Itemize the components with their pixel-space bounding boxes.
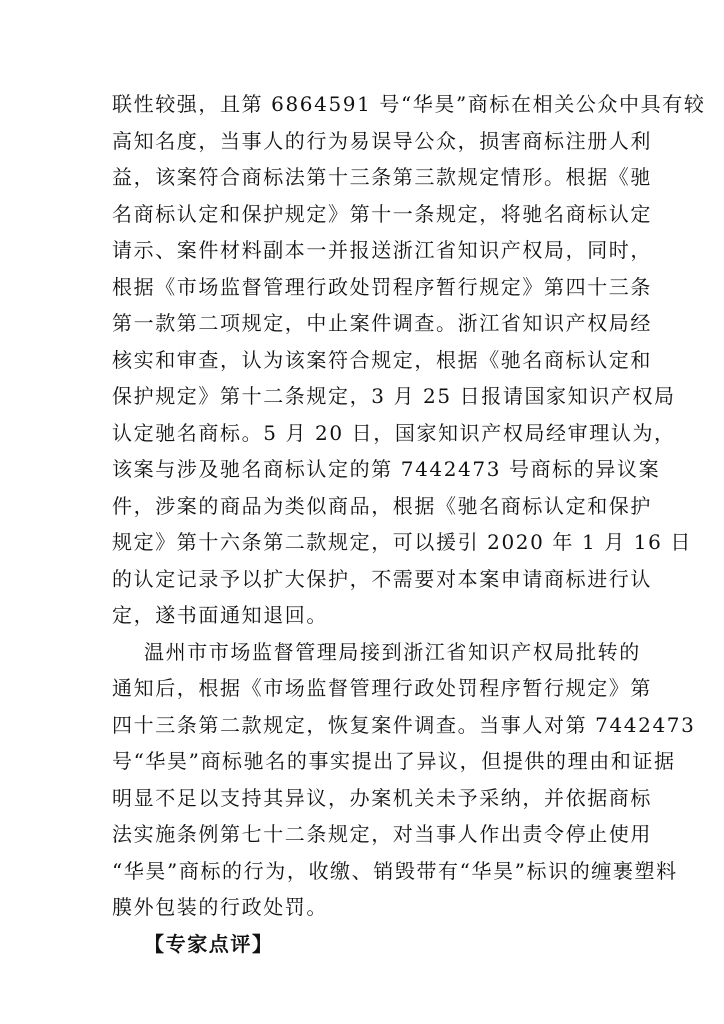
paragraph-line: 四十三条第二款规定，恢复案件调查。当事人对第 7442473 [112,712,696,737]
paragraph-line: 第一款第二项规定，中止案件调查。浙江省知识产权局经 [112,311,652,335]
paragraph-line: 膜外包装的行政处罚。 [112,895,328,919]
paragraph-line: 核实和审查，认为该案符合规定，根据《驰名商标认定和 [112,347,652,372]
paragraph-line: 通知后，根据《市场监督管理行政处罚程序暂行规定》第 [112,676,652,700]
section-heading: 【专家点评】 [144,931,274,956]
paragraph-2 [112,634,696,926]
paragraph-line: 的认定记录予以扩大保护，不需要对本案申请商标进行认 [112,566,652,591]
paragraph-line: 高知名度，当事人的行为易误导公众，损害商标注册人利 [112,128,652,153]
paragraph-line: 该案与涉及驰名商标认定的第 7442473 号商标的异议案 [112,457,661,481]
document-body [112,86,706,962]
paragraph-line: 根据《市场监督管理行政处罚程序暂行规定》第四十三条 [112,274,652,299]
paragraph-line: “华昊”商标的行为，收缴、销毁带有“华昊”标识的缠裹塑料 [112,858,678,883]
paragraph-1 [112,86,706,634]
paragraph-line: 联性较强，且第 6864591 号“华昊”商标在相关公众中具有较 [112,92,706,116]
paragraph-line: 益，该案符合商标法第十三条第三款规定情形。根据《驰 [112,165,652,189]
paragraph-line: 件，涉案的商品为类似商品，根据《驰名商标认定和保护 [112,493,652,518]
paragraph-line: 认定驰名商标。5 月 20 日，国家知识产权局经审理认为， [112,420,676,445]
paragraph-line: 保护规定》第十二条规定，3 月 25 日报请国家知识产权局 [112,384,676,408]
paragraph-line: 规定》第十六条第二款规定，可以援引 2020 年 1 月 16 日 [112,530,693,554]
paragraph-line: 温州市市场监督管理局接到浙江省知识产权局批转的 [144,639,641,664]
paragraph-line: 明显不足以支持其异议，办案机关未予采纳，并依据商标 [112,785,652,810]
paragraph-line: 请示、案件材料副本一并报送浙江省知识产权局，同时， [112,238,652,262]
paragraph-line: 号“华昊”商标驰名的事实提出了异议，但提供的理由和证据 [112,749,676,773]
paragraph-line: 名商标认定和保护规定》第十一条规定，将驰名商标认定 [112,201,652,226]
paragraph-line: 法实施条例第七十二条规定，对当事人作出责令停止使用 [112,822,652,846]
paragraph-line: 定，遂书面通知退回。 [112,603,328,627]
